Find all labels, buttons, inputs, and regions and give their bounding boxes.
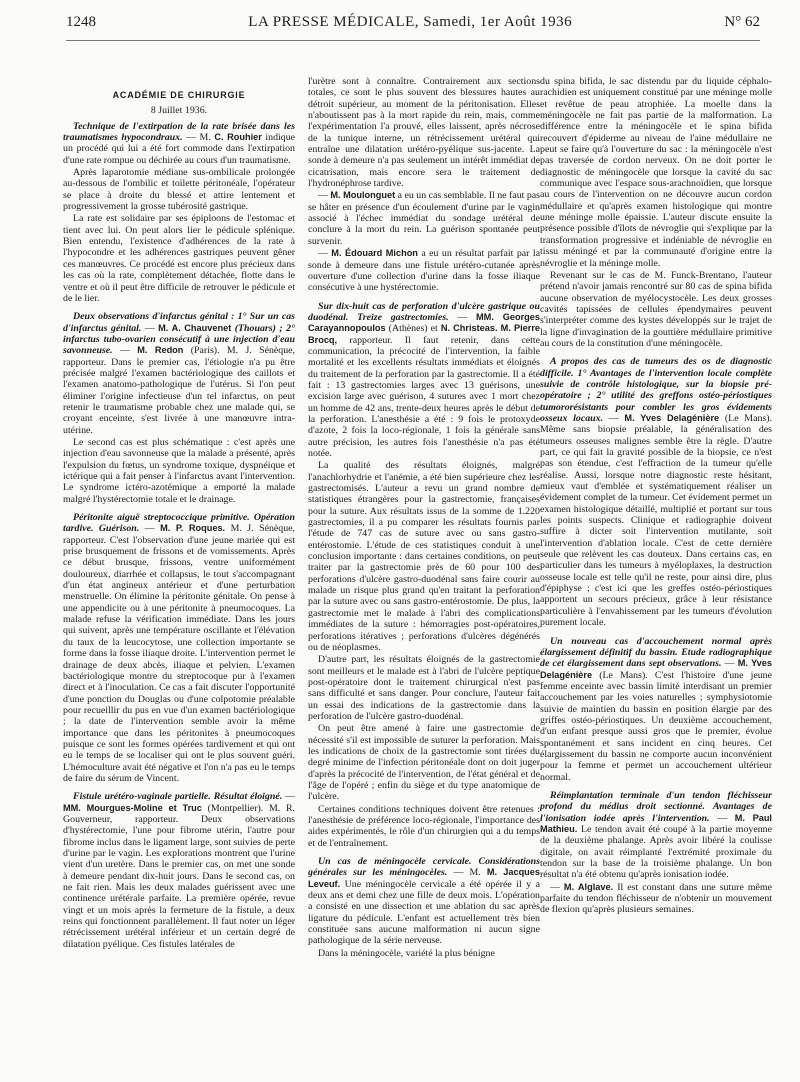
article-perforation: Sur dix-huit cas de perforation d'ulcère gastrique ou duodénal. Treize gastrectomies. — MM. Georges Carayannopoulos (Athènes) et N. Christeas. M. Pierre Brocq, rapporteur. Il faut retenir, dans cette communication, la précocité de l'intervention, la faible mortalité et les excellents résultats immédiats et éloignés du traitement de la perforation par la gastrectomie. Il a été fait : 13 gastrectomies larges avec 13 guérisons, une excision large avec guérison, 4 sutures avec 1 mort chez un homme de 42 ans, trente-deux heures après le début de la perforation. L'anesthésie a été : 9 fois le protoxyde d'azote, 2 fois la loco-régionale, 1 fois la générale sans autre précision, les autres fois l'anesthésie n'a pas été notée.	[308, 300, 540, 459]
article-text: M. J. Sénèque, rapporteur. C'est l'observation d'une jeune mariée qui est prise brusquement de frissons et de vomissements. Après ce début brusque, frissons, ventre uniformément douloureux, diarrhée et collapsus, le tout s'accompagnant d'un état angineux antérieur et d'une perturbation menstruelle. On élimine la péritonite génitale. On pense à une appendicite ou à une péritonite à pneumocoques. La malade refuse la vérification immédiate. Dans les jours qui suivent, après une température oscillante et l'élévation du taux de la leucocytose, une collection importante se forme dans la fosse iliaque droite. L'intervention permet le drainage de deux abcès, iliaque et pelvien. L'examen bactériologique montre du streptocoque pur à l'examen direct et à l'inoculation. Ce cas a fait discuter l'opportunité d'une ponction du Douglas ou d'une colpotomie préalable pour recueillir du pus en vue d'un examen bactériologique ; la date de l'intervention semble avoir la même importance que dans les péritonites à pneumocoques puisque ce sont les formes opérées tardivement et qui ont eu le temps de se localiser qui ont le plus souvent guéri. L'hémoculture avait été négative et l'on n'a pas eu le temps de faire du sérum de Vincent.	[63, 523, 295, 784]
page-header	[66, 14, 760, 41]
article-text: (Montpellier). M. R. Gouverneur, rapporteur. Deux observations d'hystérectomie, l'une pour fibrome utérin, l'autre pour fibrome inclus dans le ligament large, sont suivies de perte d'urine par le vagin. Les explorations montrent que l'urine vient d'un uretère. Dans le premier cas, on met une sonde à demeure pendant dix-huit jours. Dans le second cas, on ne fait rien. Mais les deux malades guérissent avec une continence urétérale parfaite. La première opérée, revue vingt et un mois après la fermeture de la fistule, a deux reins qui fonctionnent parallèlement. Il faut noter un léger rétrécissement urétéral inférieur et un certain degré de dilatation pyélique. Ces fistules latérales de	[63, 802, 295, 950]
issue-number: N° 62	[724, 14, 760, 30]
author-name: M. Yves Delagénière	[624, 412, 720, 423]
article-text: a eu un résultat parfait par la sonde à demeure dans une fistule urétéro-cutanée après ouverture d'une collection d'urine dans la fosse iliaque consécutive à une hystérectomie.	[308, 248, 540, 294]
paragraph: Certaines conditions techniques doivent être retenues : l'anesthésie de préférence loco-régionale, l'importance des aides expérimentés, le rôle d'un chirurgien qui a du temps et de l'entraînement.	[308, 803, 540, 849]
article-tendon: Réimplantation terminale d'un tendon fléchisseur profond du médius droit sectionné. Avantages de l'ionisation iodée après l'intervention. — M. Paul Mathieu. Le tendon avait été coupé à la partie moyenne de la deuxième phalange. Après avoir libéré la coulisse digitale, on avait réimplanté l'extrémité proximale du tendon sur la base de la troisième phalange. Un bon résultat n'a été obtenu qu'après ionisation iodée.	[540, 789, 772, 881]
paragraph: Dans la méningocèle, variété la plus bénigne	[318, 947, 495, 959]
article-text: (Le Mans). Même sans biopsie préalable, la généralisation des tumeurs osseuses malignes semble être la règle. D'autre part, ce qui fait la gravité possible de la biopsie, ce n'est pas son étendue, c'est l'effraction de la tumeur qu'elle réalise. Aussi, lorsque notre diagnostic reste hésitant, mieux vaut d'emblée et systématiquement réaliser un évidement complet de la tumeur. Cet évidement permet un examen histologique détaillé, multiplié et portant sur tous les points suspects. Clinique et radiographie doivent suffire à dicter soit l'intervention mutilante, soit l'intervention d'ablation locale. C'est de cette dernière seule que relèvent les cas douteux. Dans certains cas, en particulier dans les tumeurs à myéloplaxes, la destruction osseuse locale est telle qu'il ne reste, pour ainsi dire, plus d'épiphyse ; c'est ici que les greffes ostéo-périostiques apportent un secours précieux, grâce à leur résistance particulière à l'envahissement par les tumeurs d'évolution purement locale.	[540, 412, 772, 629]
author-name: M. Redon	[137, 345, 184, 356]
article-title: Un cas de méningocèle cervicale. Considérations générales sur les méningocèles.	[308, 856, 540, 879]
author-name: M. P. Roques.	[160, 523, 226, 534]
paragraph: La qualité des résultats éloignés, malgré l'anachlorhydrie et l'anémie, a été bien supérieure chez les gastrectomisés. L'auteur a revu un grand nombre de statistiques étrangères pour la gastrectomie, françaises pour la suture. Aux résultats issus de la somme de 1.220 gastrectomies, il a pu comparer les résultats fournis par l'étude de 747 cas de suture avec ou sans gastro-entérostomie. L'étude de ces statistiques conduit à une conclusion importante : dans certaines conditions, on peut traiter par la gastrectomie près de 60 pour 100 des perforations d'ulcère gastro-duodénal sans faire courir au malade un risque plus grand qu'en traitant la perforation par la suture avec ou sans gastro-entérostomie. De plus, la gastrectomie met le malade à l'abri des complications immédiates de la suture : hémorragies post-opératoires, perforations itératives ; perforations d'ulcères dégénérés ou de néoplasmes.	[308, 460, 540, 653]
article-text: Il est constant dans une suture même parfaite du tendon fléchisseur de n'obtenir un mouvement de flexion qu'après plusieurs semaines.	[540, 881, 772, 916]
article-title: Sur dix-huit cas de perforation d'ulcère gastrique ou duodénal. Treize gastrectomies.	[308, 300, 540, 323]
comment-michon: — M. Édouard Michon a eu un résultat parfait par la sonde à demeure dans une fistule urétéro-cutanée après ouverture d'une collection d'urine dans la fosse iliaque consécutive à une hystérectomie.	[308, 248, 540, 294]
article-title: Un nouveau cas d'accouchement normal après élargissement définitif du bassin. Etude radiographique de cet élargissement dans sept observations.	[540, 635, 772, 670]
article-title: (Thouars) ; 2° infarctus tubo-ovarien consécutif à une injection d'eau savonneuse.	[63, 322, 295, 357]
paragraph: Le second cas est plus schématique : c'est après une injection d'eau savonneuse que la malade a présenté, après l'expulsion du fœtus, un syndrome toxique, dyspnéique et ictérique qui a fait penser à l'infarctus avant l'intervention. Le syndrome ictéro-azotémique a emporté la malade malgré l'hystérectomie totale et le drainage.	[63, 436, 295, 505]
author-name: M. Alglave.	[563, 881, 614, 892]
comment-alglave: — M. Alglave. Il est constant dans une suture même parfaite du tendon fléchisseur de n'obtenir un mouvement de flexion qu'après plusieurs semaines.	[540, 881, 772, 916]
session-date: 8 Juillet 1936.	[150, 105, 208, 117]
article-title: A propos des cas de tumeurs des os de diagnostic difficile. 1° Avantages de l'intervention locale complète suivie de contrôle histologique, sur la biopsie pré-opératoire ; 2° utilité des greffons ostéo-périostiques tumororésistants pour combler les gros évidements osseux locaux.	[540, 356, 772, 424]
journal-title: LA PRESSE MÉDICALE, Samedi, 1er Août 1936	[248, 14, 573, 30]
author-name: MM. Georges Carayannopoulos	[308, 311, 540, 334]
column-3	[540, 76, 772, 1076]
paragraph: l'urètre sont à connaître. Contrairement aux sections totales, ce sont le plus souvent des blessures hautes au détroit supérieur, au moment de la péritonisation. Elles n'aboutissent pas à la mort rapide du rein, mais, comme l'expérimentation l'a prouvé, elles laissent, après nécrose de la tunique interne, un rétrécissement urétéral qui entraîne une dilatation urétéro-pyélique sus-jacente. La sonde à demeure n'a pas seulement un intérêt immédiat de cicatrisation, mais encore sera le traitement de l'hydronéphrose tardive.	[308, 76, 540, 190]
column-1	[63, 76, 295, 1076]
author-name: C. Rouhier	[214, 132, 262, 143]
paragraph: Après laparotomie médiane sus-ombilicale prolongée au-dessous de l'ombilic et toilette péritonéale, l'opérateur se place à droite du blessé et attire lentement et progressivement la grosse tubérosité gastrique.	[63, 167, 295, 213]
article-title: Réimplantation terminale d'un tendon fléchisseur profond du médius droit sectionné. Avantages de l'ionisation iodée après l'intervention.	[540, 789, 772, 824]
article-tumeurs: A propos des cas de tumeurs des os de diagnostic difficile. 1° Avantages de l'intervention locale complète suivie de contrôle histologique, sur la biopsie pré-opératoire ; 2° utilité des greffons ostéo-périostiques tumororésistants pour combler les gros évidements osseux locaux. — M. Yves Delagénière (Le Mans). Même sans biopsie préalable, la généralisation des tumeurs osseuses malignes semble être la règle. D'autre part, ce qui fait la gravité possible de la biopsie, ce n'est pas son étendue, c'est l'effraction de la tumeur qu'elle réalise. Aussi, lorsque notre diagnostic reste hésitant, mieux vaut d'emblée et systématiquement réaliser un évidement complet de la tumeur. Cet évidement permet un examen histologique détaillé, multiplié et portant sur tous les points suspects. Clinique et radiographie doivent suffire à dicter soit l'intervention mutilante, soit l'intervention d'ablation locale. C'est de cette dernière seule que relèvent les cas douteux. Dans certains cas, en particulier dans les tumeurs à myéloplaxes, la destruction osseuse locale est telle qu'il ne reste, pour ainsi dire, plus d'épiphyse ; c'est ici que les greffes ostéo-périostiques apportent un secours précieux, grâce à leur résistance particulière à l'envahissement par les tumeurs d'évolution purement locale.	[540, 356, 772, 629]
article-text: Le tendon avait été coupé à la partie moyenne de la deuxième phalange. Après avoir libéré la coulisse digitale, on avait réimplanté l'extrémité proximale du tendon sur la base de la troisième phalange. Un bon résultat n'a été obtenu qu'après ionisation iodée.	[540, 824, 772, 881]
section-title: ACADÉMIE DE CHIRURGIE	[112, 90, 246, 100]
article-text: indique un procédé qui lui a été fort commode dans l'extirpation d'une rate rompue ou déchirée au cours d'un traumatisme.	[63, 132, 295, 166]
paragraph: du spina bifida, le sac distendu par du liquide céphalo-rachidien est uniquement constitué par une méninge molle et revêtue de peau atrophiée. La moelle dans la méningocèle ne fait pas partie de la malformation. La différence entre la méningocèle et le spina bifida recouvert d'épiderme au niveau de l'aine médullaire ne peut se faire qu'à l'ouverture du sac : la méningocèle n'est pas traversée de cordon nerveux. On ne doit porter le diagnostic de méningocèle que lorsque la cavité du sac communique avec l'espace sous-arachnoïdien, que lorsque au cours de l'intervention on ne découvre aucun cordon médullaire et qu'après examen histologique qui montre une méninge molle épaissie. L'auteur discute ensuite la présence possible d'îlots de névroglie qui s'explique par la transformation progressive et indéniable de névroglie en tissu méningé et par la communauté d'origine entre la névroglie et la méninge molle.	[540, 76, 772, 269]
author-name: M. Paul Mathieu.	[540, 812, 772, 834]
author-name: M. A. Chauvenet	[158, 322, 232, 333]
page-number: 1248	[66, 14, 96, 30]
author-name: M. Édouard Michon	[331, 248, 418, 259]
author-name: M. Yves Delagénière	[540, 658, 772, 680]
paragraph: D'autre part, les résultats éloignés de la gastrectomie sont meilleurs et le malade est à l'abri de l'ulcère peptique post-opératoire dont le traitement chirurgical n'est pas sans difficulté et sans danger. Pour conclure, l'auteur fait un essai des indications de la gastrectomie dans la perforation de l'ulcère gastro-duodénal.	[308, 654, 540, 722]
author-name: M. Moulonguet	[330, 190, 396, 201]
article-accouchement: Un nouveau cas d'accouchement normal après élargissement définitif du bassin. Etude radiographique de cet élargissement dans sept observations. — M. Yves Delagénière (Le Mans). C'est l'histoire d'une jeune femme enceinte avec bassin limité interdisant un premier accouchement par les voies naturelles ; symphysiotomie suivie de maintien du bassin en position élargie par des griffes ostéo-périostiques. Un deuxième accouchement, d'un enfant presque aussi gros que le premier, évolue spontanément et sans incident en cinq heures. Cet élargissement du bassin ne comporte aucun inconvénient pour la femme et permet un accouchement ultérieur normal.	[540, 635, 772, 783]
article-title: Fistule urétéro-vaginale partielle. Résultat éloigné.	[73, 791, 283, 803]
article-title: Péritonite aiguë streptococcique primitive. Opération tardive. Guérison.	[63, 512, 295, 535]
article-text: (Athènes) et	[388, 323, 438, 335]
author-name: MM. Mourgues-Moline et Truc	[63, 802, 202, 813]
article-text: (Le Mans). C'est l'histoire d'une jeune femme enceinte avec bassin limité interdisant un premier accouchement par les voies naturelles ; symphysiotomie suivie de maintien du bassin en position élargie par des griffes ostéo-périostiques. Un deuxième accouchement, d'un enfant presque aussi gros que le premier, évolue spontanément et sans incident en cinq heures. Cet élargissement du bassin ne comporte aucun inconvénient pour la femme et permet un accouchement ultérieur normal.	[540, 669, 772, 783]
article-infarctus: Deux observations d'infarctus génital : 1° Sur un cas d'infarctus génital. — M. A. Chauvenet (Thouars) ; 2° infarctus tubo-ovarien consécutif à une injection d'eau savonneuse. — M. Redon (Paris). M. J. Sénèque, rapporteur. Dans le premier cas, l'étiologie n'a pu être précisée malgré l'examen bactériologique des caillots et l'examen anatomo-pathologique de l'utérus. Si l'on peut éliminer l'origine infectieuse d'un tel infarctus, on peut retenir le traumatisme probable chez une malade qui, se croyant enceinte, s'est livrée à une manœuvre intra-utérine.	[63, 311, 295, 436]
paragraph: On peut être amené à faire une gastrectomie de nécessité s'il est impossible de suturer la perforation. Mais les indications de choix de la gastrectomie sont tirées du degré minime de l'infection péritonéale dont on doit juger d'après la précocité de l'intervention, de l'état général et de l'âge de l'opéré ; enfin du siège et du type anatomique de l'ulcère.	[308, 723, 540, 803]
article-text: a eu un cas semblable. Il ne faut pas se hâter en présence d'un écoulement d'urine par le vagin associé à l'échec immédiat du sondage urétéral de conclure à la mort du rein. La guérison spontanée peut survenir.	[308, 190, 540, 247]
comment-moulonguet: — M. Moulonguet a eu un cas semblable. Il ne faut pas se hâter en présence d'un écoulement d'urine par le vagin associé à l'échec immédiat du sondage urétéral de conclure à la mort du rein. La guérison spontanée peut survenir.	[308, 190, 540, 247]
author-name: M. Jacques Leveuf.	[308, 867, 540, 889]
column-2	[308, 76, 540, 1076]
article-rate: Technique de l'extirpation de la rate brisée dans les traumatismes hypocondraux. — M. C. Rouhier indique un procédé qui lui a été fort commode dans l'extirpation d'une rate rompue ou déchirée au cours d'un traumatisme.	[63, 120, 295, 166]
article-text: Une méningocèle cervicale a été opérée il y a deux ans et demi chez une fille de deux mois. L'opération a consisté en une dissection et une ablation du sac après ligature du pédicule. L'enfant est actuellement très bien constituée sans aucune malformation ni aucun signe pathologique de la série nerveuse.	[308, 878, 540, 947]
author-name: N. Christeas. M. Pierre Brocq,	[308, 323, 540, 345]
article-meningocele: Un cas de méningocèle cervicale. Considérations générales sur les méningocèles. — M. M. Jacques Leveuf. Une méningocèle cervicale a été opérée il y a deux ans et demi chez une fille de deux mois. L'opération a consisté en une dissection et une ablation du sac après ligature du pédicule. L'enfant est actuellement très bien constituée sans aucune malformation ni aucun signe pathologique de la série nerveuse.	[308, 856, 540, 947]
article-fistule: Fistule urétéro-vaginale partielle. Résultat éloigné. — MM. Mourgues-Moline et Truc (Montpellier). M. R. Gouverneur, rapporteur. Deux observations d'hystérectomie, l'une pour fibrome utérin, l'autre pour fibrome inclus dans le ligament large, sont suivies de perte d'urine par le vagin. Les explorations montrent que l'urine vient d'un uretère. Dans le premier cas, on met une sonde à demeure pendant dix-huit jours. Dans le second cas, on ne fait rien. Mais les deux malades guérissent avec une continence urétérale parfaite. La première opérée, revue vingt et un mois après la fermeture de la fistule, a deux reins qui fonctionnent parallèlement. Il faut noter un léger rétrécissement urétéral inférieur et un certain degré de dilatation pyélique. Ces fistules latérales de	[63, 791, 295, 950]
paragraph: Revenant sur le cas de M. Funck-Brentano, l'auteur prétend n'avoir jamais rencontré sur 80 cas de spina bifida aucune observation de myélocystocèle. Les deux grosses cavités tapissées de cellules épendymaires peuvent s'interpréter comme des kystes développés sur le trajet de la ligne d'invagination de la gouttière médullaire primitive au cours de la constitution d'une méningocèle.	[540, 269, 772, 349]
article-title: Technique de l'extirpation de la rate brisée dans les traumatismes hypocondraux.	[63, 120, 295, 144]
article-title: Deux observations d'infarctus génital : 1° Sur un cas d'infarctus génital.	[63, 311, 295, 334]
article-text: rapporteur. Il faut retenir, dans cette communication, la précocité de l'intervention, la faible mortalité et les excellents résultats immédiats et éloignés du traitement de la perforation par la gastrectomie. Il a été fait : 13 gastrectomies larges avec 13 guérisons, une excision large avec guérison, 4 sutures avec 1 mort chez un homme de 42 ans, trente-deux heures après le début de la perforation. L'anesthésie a été : 9 fois le protoxyde d'azote, 2 fois la loco-régionale, 1 fois la générale sans autre précision, les autres fois l'anesthésie n'a pas été notée.	[308, 334, 540, 459]
article-text: (Paris). M. J. Sénèque, rapporteur. Dans le premier cas, l'étiologie n'a pu être précisée malgré l'examen bactériologique des caillots et l'examen anatomo-pathologique de l'utérus. Si l'on peut éliminer l'origine infectieuse d'un tel infarctus, on peut retenir le traumatisme probable chez une malade qui, se croyant enceinte, s'est livrée à une manœuvre intra-utérine.	[63, 345, 295, 436]
article-peritonite: Péritonite aiguë streptococcique primitive. Opération tardive. Guérison. — M. P. Roques. M. J. Sénèque, rapporteur. C'est l'observation d'une jeune mariée qui est prise brusquement de frissons et de vomissements. Après ce début brusque, frissons, ventre uniformément douloureux, diarrhée et collapsus, le tout s'accompagnant d'un état angineux antérieur et d'une perturbation menstruelle. On élimine la péritonite génitale. On pense à une appendicite ou à une péritonite à pneumocoques. La malade refuse la vérification immédiate. Dans les jours qui suivent, après une température oscillante et l'élévation du taux de la leucocytose, une collection importante se forme dans la fosse iliaque droite. L'intervention permet le drainage de deux abcès, iliaque et pelvien. L'examen bactériologique montre du streptocoque pur à l'examen direct et à l'inoculation. Ce cas a fait discuter l'opportunité d'une ponction du Douglas ou d'une colpotomie préalable pour recueillir du pus en vue d'un examen bactériologique ; la date de l'intervention semble avoir la même importance que dans les péritonites à pneumocoques puisque ce sont les formes opérées tardivement et qui ont eu le temps de se localiser qui ont le plus souvent guéri. L'hémoculture avait été négative et l'on n'a pas eu le temps de faire du sérum de Vincent.	[63, 512, 295, 784]
paragraph: La rate est solidaire par ses épiploons de l'estomac et tient avec lui. On peut alors lier le pédicule splénique. Bien entendu, l'existence d'adhérences de la rate à l'hypocondre et les adhérences gastriques peuvent gêner ces manœuvres. Ce procédé est encore plus précieux dans les cas où la rate, complètement détachée, flotte dans le ventre et où il peut être difficile de retrouver le pédicule et de le lier.	[63, 213, 295, 304]
